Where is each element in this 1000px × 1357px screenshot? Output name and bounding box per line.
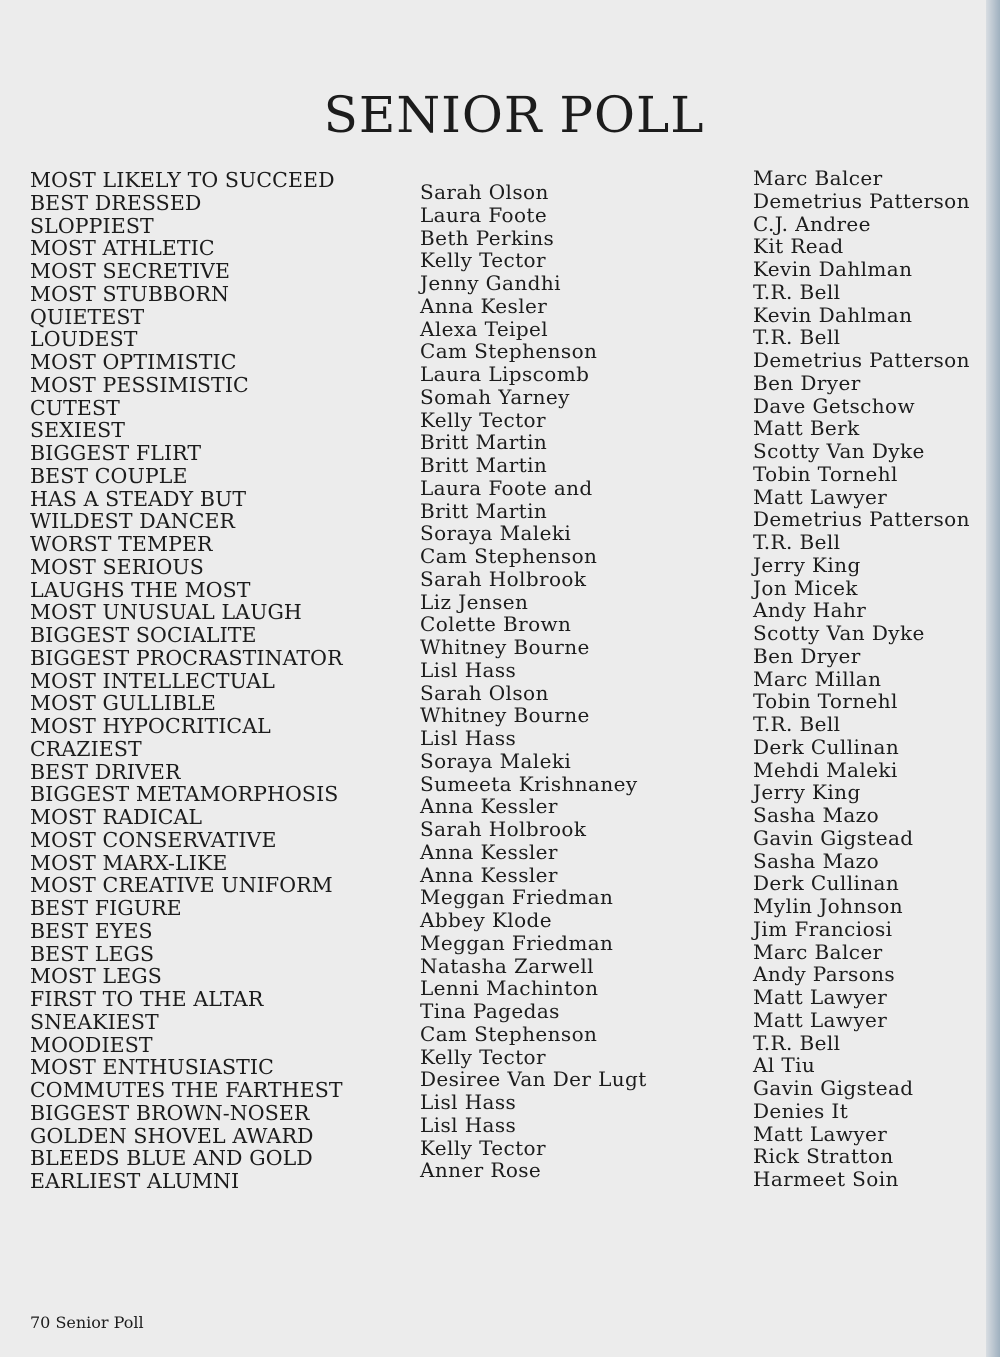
category-item: BIGGEST SOCIALITE (30, 623, 257, 647)
name-item: Matt Lawyer (753, 1121, 888, 1146)
name-item: Mehdi Maleki (753, 757, 898, 782)
name-item: Liz Jensen (420, 589, 529, 614)
name-item: T.R. Bell (753, 712, 841, 736)
name-item: Marc Balcer (753, 166, 883, 190)
name-item: T.R. Bell (753, 325, 841, 350)
name-item: Andy Hahr (753, 598, 867, 623)
category-item: MOST CREATIVE UNIFORM (30, 873, 333, 898)
name-item: Desiree Van Der Lugt (420, 1067, 647, 1092)
name-item: Anna Kesler (420, 293, 548, 318)
name-item: Jenny Gandhi (420, 271, 561, 295)
name-item: Tobin Tornehl (753, 689, 898, 714)
category-item: MOST STUBBORN (30, 281, 230, 306)
name-item: Laura Foote (420, 202, 548, 227)
category-item: MOST GULLIBLE (30, 691, 216, 716)
name-item: T.R. Bell (753, 530, 841, 554)
name-item: Ben Dryer (753, 370, 861, 395)
category-item: MOST HYPOCRITICAL (30, 714, 271, 738)
name-item: Sumeeta Krishnaney (420, 771, 638, 796)
name-item: Scotty Van Dyke (753, 439, 925, 463)
name-item: Whitney Bourne (420, 703, 590, 728)
category-item: QUIETEST (30, 304, 145, 329)
category-item: BEST DRIVER (30, 759, 181, 784)
name-item: Demetrius Patterson (753, 348, 970, 372)
name-item: Whitney Bourne (420, 635, 590, 659)
category-item: MOODIEST (30, 1032, 153, 1057)
name-item: Anna Kessler (420, 862, 558, 887)
category-item: MOST SECRETIVE (30, 259, 231, 283)
name-item: Soraya Maleki (420, 521, 572, 546)
name-item: Sasha Mazo (753, 803, 880, 827)
name-item: Lisl Hass (420, 726, 517, 750)
name-item: Dave Getschow (753, 393, 916, 418)
category-item: BEST LEGS (30, 941, 155, 966)
category-item: BIGGEST FLIRT (30, 441, 202, 465)
category-item: MOST LIKELY TO SUCCEED (30, 168, 335, 192)
name-item: Matt Lawyer (753, 985, 888, 1009)
name-item: Scotty Van Dyke (753, 621, 925, 645)
name-item: Meggan Friedman (420, 930, 614, 955)
name-item: Kelly Tector (420, 407, 546, 432)
category-item: LAUGHS THE MOST (30, 577, 251, 602)
category-item: BEST FIGURE (30, 896, 182, 920)
name-item: Jerry King (753, 780, 861, 805)
name-item: Britt Martin (420, 430, 548, 455)
name-item: Sarah Olson (420, 180, 549, 204)
name-item: Soraya Maleki (420, 748, 572, 773)
name-item: Jon Micek (753, 575, 858, 600)
category-list (30, 169, 343, 1193)
name-item: Cam Stephenson (420, 544, 598, 568)
page-edge (986, 0, 1000, 1357)
name-item: Demetrius Patterson (753, 507, 970, 532)
category-item: BIGGEST METAMORPHOSIS (30, 782, 339, 807)
name-item: Matt Lawyer (753, 484, 888, 509)
name-item: Lisl Hass (420, 657, 517, 682)
category-item: MOST ENTHUSIASTIC (30, 1055, 274, 1080)
name-item: Gavin Gigstead (753, 825, 914, 850)
category-item: SLOPPIEST (30, 213, 154, 238)
category-item: EARLIEST ALUMNI (30, 1169, 240, 1193)
category-item: BIGGEST BROWN-NOSER (30, 1100, 310, 1125)
category-item: BEST EYES (30, 918, 153, 943)
name-item: Rick Stratton (753, 1144, 894, 1169)
name-item: Anner Rose (420, 1158, 542, 1183)
name-item: Cam Stephenson (420, 1021, 598, 1046)
name-item: Andy Parsons (753, 962, 896, 987)
name-item: Alexa Teipel (420, 316, 549, 341)
name-item: T.R. Bell (753, 279, 841, 304)
name-item: T.R. Bell (753, 1030, 841, 1055)
name-item: Jim Franciosi (753, 916, 893, 941)
category-item: MOST INTELLECTUAL (30, 668, 276, 693)
name-item: Anna Kessler (420, 839, 558, 864)
name-item: Lenni Machinton (420, 976, 599, 1001)
category-item: FIRST TO THE ALTAR (30, 987, 264, 1011)
name-item: Marc Millan (753, 666, 882, 691)
name-item: Lisl Hass (420, 1090, 517, 1114)
category-item: BEST COUPLE (30, 463, 188, 488)
name-item: Kevin Dahlman (753, 302, 913, 327)
name-item: C.J. Andree (753, 211, 871, 236)
name-item: Cam Stephenson (420, 339, 598, 364)
name-item: Jerry King (753, 552, 861, 577)
name-item: Britt Martin (420, 453, 548, 477)
name-item: Meggan Friedman (420, 885, 614, 910)
name-item: Marc Balcer (753, 939, 883, 964)
page-title: SENIOR POLL (323, 86, 705, 144)
name-item: Denies It (753, 1098, 849, 1123)
name-item: Harmeet Soin (753, 1167, 899, 1191)
category-item: WORST TEMPER (30, 532, 213, 556)
name-item: Derk Cullinan (753, 734, 900, 759)
name-item: Abbey Klode (420, 908, 552, 932)
name-item: Derk Cullinan (753, 871, 900, 896)
name-item: Tina Pagedas (420, 999, 560, 1023)
category-item: HAS A STEADY BUT (30, 486, 247, 511)
category-item: WILDEST DANCER (30, 509, 236, 534)
category-item: MOST MARX-LIKE (30, 850, 228, 875)
name-item: Matt Lawyer (753, 1007, 888, 1032)
name-item: Beth Perkins (420, 225, 555, 250)
category-item: MOST CONSERVATIVE (30, 827, 277, 852)
name-item: Sarah Olson (420, 680, 549, 705)
name-item: Kelly Tector (420, 1135, 546, 1160)
name-item: Kevin Dahlman (753, 257, 913, 281)
name-item: Somah Yarney (420, 384, 570, 409)
name-item: Anna Kessler (420, 794, 558, 819)
category-item: SNEAKIEST (30, 1009, 159, 1034)
name-item: Kit Read (753, 234, 844, 259)
page-footer: 70 Senior Poll (30, 1313, 144, 1332)
category-item: MOST RADICAL (30, 805, 203, 829)
name-item: Laura Foote and (420, 475, 593, 500)
name-item: Lisl Hass (420, 1112, 517, 1137)
category-item: LOUDEST (30, 327, 138, 352)
name-item: Ben Dryer (753, 643, 861, 668)
name-item: Tobin Tornehl (753, 461, 898, 486)
name-item: Colette Brown (420, 612, 572, 637)
name-item: Demetrius Patterson (753, 188, 970, 213)
name-item: Kelly Tector (420, 1044, 546, 1069)
category-item: COMMUTES THE FARTHEST (30, 1078, 343, 1102)
category-item: CUTEST (30, 395, 120, 420)
name-item: Laura Lipscomb (420, 362, 590, 386)
name-item: Al Tiu (753, 1053, 816, 1078)
category-item: BLEEDS BLUE AND GOLD (30, 1146, 313, 1171)
name-item: Natasha Zarwell (420, 953, 594, 978)
category-item: SEXIEST (30, 418, 126, 443)
name-item: Sasha Mazo (753, 848, 880, 873)
name-item: Matt Berk (753, 416, 860, 441)
name-item: Gavin Gigstead (753, 1076, 914, 1100)
name-list-left (420, 181, 647, 1182)
category-item: CRAZIEST (30, 736, 142, 761)
category-item: BIGGEST PROCRASTINATOR (30, 645, 343, 670)
category-item: BEST DRESSED (30, 190, 202, 215)
name-item: Mylin Johnson (753, 894, 904, 918)
category-item: GOLDEN SHOVEL AWARD (30, 1123, 314, 1148)
name-item: Kelly Tector (420, 248, 546, 273)
name-list-right (753, 167, 970, 1191)
category-item: MOST LEGS (30, 964, 162, 989)
category-item: MOST ATHLETIC (30, 236, 215, 261)
category-item: MOST UNUSUAL LAUGH (30, 600, 302, 625)
category-item: MOST OPTIMISTIC (30, 350, 237, 374)
category-item: MOST SERIOUS (30, 554, 204, 579)
category-item: MOST PESSIMISTIC (30, 372, 249, 397)
name-item: Britt Martin (420, 498, 548, 523)
name-item: Sarah Holbrook (420, 817, 587, 841)
name-item: Sarah Holbrook (420, 566, 587, 591)
